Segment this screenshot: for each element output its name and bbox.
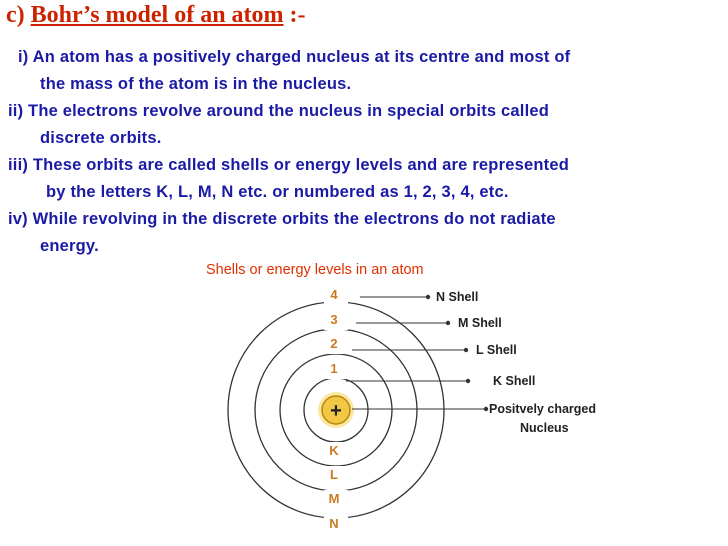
leader-n-dot [426,295,430,299]
leader-nucleus-dot [484,407,488,411]
point-4-line1: iv) While revolving in the discrete orbits the electrons do not radiate [8,210,556,228]
level-letter-l: L [330,467,338,482]
level-number-4: 4 [330,287,338,302]
point-1-line1: i) An atom has a positively charged nucleus at its centre and most of [18,48,571,66]
label-l-shell: L Shell [476,343,517,357]
title-suffix: :- [289,2,306,28]
level-number-2: 2 [330,336,338,351]
point-3-line2: by the letters K, L, M, N etc. or numbered as 1, 2, 3, 4, etc. [46,183,509,201]
point-1-line2: the mass of the atom is in the nucleus. [40,75,352,93]
leader-l-dot [464,348,468,352]
level-letter-m: M [328,491,340,506]
title-prefix: c) [6,2,25,28]
leader-lines [346,295,488,411]
nucleus [318,392,354,428]
title-main: Bohr’s model of an atom [30,2,284,28]
level-letter-n: N [329,516,339,531]
level-number-3: 3 [330,312,338,327]
label-k-shell: K Shell [493,374,536,388]
point-2-line2: discrete orbits. [40,129,162,147]
diagram-caption: Shells or energy levels in an atom [206,262,424,278]
nucleus-plus-icon: + [330,400,342,422]
label-n-shell: N Shell [436,290,479,304]
label-m-shell: M Shell [458,316,502,330]
label-nucleus-line2: Nucleus [520,421,569,435]
point-3-line1: iii) These orbits are called shells or energy levels and are represented [8,156,569,174]
level-letter-k: K [329,443,339,458]
label-nucleus-line1: Positvely charged [489,402,596,416]
point-4-line2: energy. [40,237,99,255]
leader-k-dot [466,379,470,383]
level-number-1: 1 [330,361,338,376]
point-2-line1: ii) The electrons revolve around the nucleus in special orbits called [8,102,550,120]
leader-m-dot [446,321,450,325]
